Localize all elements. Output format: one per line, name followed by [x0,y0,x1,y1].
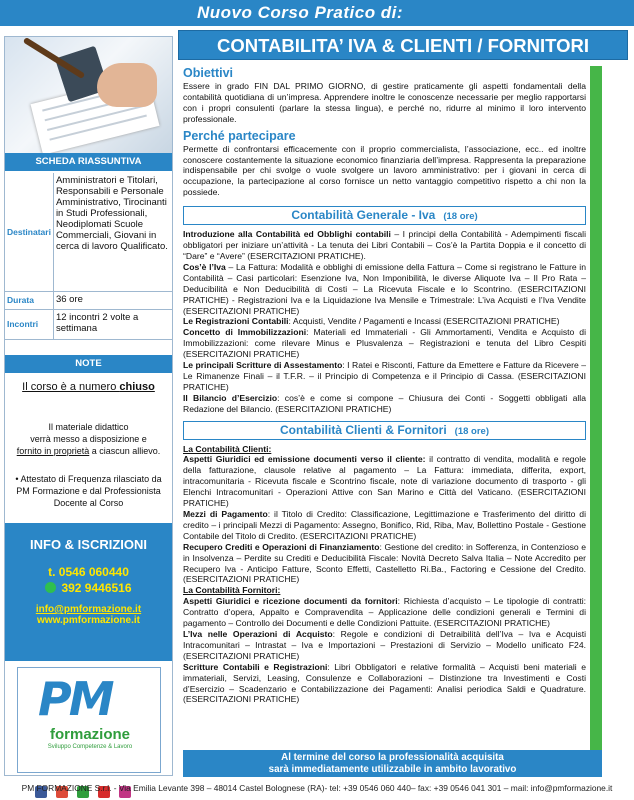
pm-formazione-logo [17,667,161,773]
sub-clienti: La Contabilità Clienti: [183,443,272,454]
row-value: Amministratori e Titolari, Responsabili e Personale Amministrativo, Tirocinanti in Studi Professionali, Neodiplomati Scuole Commerciali, Giovani in cerca di lavoro Qualificato. [53,173,172,291]
summary-table [5,173,172,340]
row-value: 36 ore [53,291,172,309]
list-item: L’Iva nelle Operazioni di Acquisto: Regole e condizioni di Detraibilità dell’Iva – Iva e Acquisti Intracomunitari – Intrastat – Iva e Importazioni – Prestazioni di Servizio – Modello unificato F24. (ESERCITAZIONI PRATICHE) [183,628,587,661]
material-note: Il materiale didattico verrà messo a disposizione e fornito in proprietà a ciascun allievo. [16,422,161,456]
list-item: Recupero Crediti e Operazioni di Finanziamento: Gestione del credito: in Sofferenza, in Contenzioso e in Insolvenza – Perdite su Crediti e Deducibilità Fiscale: Novità Decreto Salva Italia – Note Accredito per Recupero Iva - Anticipo Fatture, Sconto Effetti, Castelletto Ri.Ba., Factoring e Cessione del Credito. (ESERCITAZIONI PRATICHE) [183,541,586,585]
list-item: Aspetti Giuridici ed emissione documenti verso il cliente: il contratto di vendita, modalità e regole della fatturazione, clausole relative al pagamento – La Fattura: immediata, differita, export, intracomunitaria - Ricevuta fiscale e Scontrino fiscale, note di variazione documento di trasporto - gli Elenchi Intracomunitari - Operazioni Attive con San Marino e Città del Vaticano. (ESERCITAZIONI PRATICHE) [183,454,586,509]
top-banner [0,0,634,26]
list-item: Cos’è l’Iva – La Fattura: Modalità e obblighi di emissione della Fattura – Come si registrano le Fatture in Contabilità – Casi particolari: Esenzione Iva, Non Imponibilità, le diverse Aliquote Iva – Il Pro Rata – Deducibilità e Non Deducibilità di Costi – La Ricevuta Fiscale e lo Scontrino. (ESERCITAZIONI PRATICHE) - Registrazioni Iva e la Liquidazione Iva Mensile e Trimestrale: L’iva Acquisti e l’Iva Vendite (ESERCITAZIONI PRATICHE) [183,261,586,316]
row-label: Durata [5,291,53,309]
main-title: CONTABILITA’ IVA & CLIENTI / FORNITORI [178,30,628,60]
web-link[interactable]: www.pmformazione.it [37,615,140,626]
list-item: Introduzione alla Contabilità ed Obblighi contabili – I principi della Contabilità - Adempimenti fiscali obbligatori per iniziare un’attività - La tenuta dei Libri Contabili – Cos’è la Partita Doppia e il concetto di “Dare” e “Avere” (ESERCITAZIONI PRATICHE). [183,229,586,261]
list-item: Le Registrazioni Contabili: Acquisti, Vendite / Pagamenti e Incassi (ESERCITAZIONI PRATICHE) [183,316,560,327]
info-title: INFO & ISCRIZIONI [30,537,147,552]
accounting-photo [5,37,172,153]
table-row [5,309,172,339]
table-row [5,291,172,309]
summary-title: SCHEDA RIASSUNTIVA [5,153,172,171]
banner-title: Nuovo Corso Pratico di: [197,3,404,22]
list-item: Il Bilancio d’Esercizio: cos’è e come si compone – Chiusura dei Conti - Soggetti obbligati alla Redazione del Bilancio. (ESERCITAZIONI PRATICHE) [183,392,586,414]
sub-fornitori: La Contabilità Fornitori: [183,585,281,596]
obiettivi-title: Obiettivi [183,66,234,80]
list-item: Mezzi di Pagamento: il Titolo di Credito: Classificazione, Legittimazione e Trasferimento del diritto di credito – i principali Mezzi di Pagamento: Assegno, Bonifico, Rid, Riba, Mav, Bollettino Postale - Gestione Contabile del Titolo di Credito. (ESERCITAZIONI PRATICHE) [183,509,586,541]
row-label: Destinatari [5,173,53,291]
whatsapp-icon [45,582,56,593]
info-box [5,523,172,661]
row-value: 12 incontri 2 volte a settimana [53,309,172,339]
table-row [5,173,172,291]
list-item: Concetto di Immobilizzazioni: Materiali ed Immateriali - Gli Ammortamenti, Vendita e Acquisto di Immobilizzazioni: come rilevare Minus e Plusvalenza – Registrazioni e tenuta del Libro Cespiti (ESERCITAZIONI PRATICHE) [183,327,586,360]
list-item: Le principali Scritture di Assestamento: I Ratei e Risconti, Fatture da Emettere e Fatture da Ricevere – Le Rimanenze Finali – il T.F.R. – il Principio di Competenza e il Principio di Cassa. (ESERCITAZIONI PRATICHE) [183,360,586,392]
footer: PM FORMAZIONE S.r.l. - Via Emilia Levante 398 – 48014 Castel Bolognese (RA)- tel: +39 0546 060 440– fax: +39 0546 041 301 – mail: info@pmformazione.it [21,783,613,793]
email-link[interactable]: info@pmformazione.it [35,604,142,615]
perche-text: Permette di confrontarsi efficacemente con il proprio commercialista, l’associazione, ecc.. ed inoltre conoscere costantemente la situazione economico finanziaria dell’impresa. Rappresenta la preparazione indispensabile per chi svolge o vuole svolgere un lavoro amministrativo: per i giovani in cerca di occupazione, la partecipazione al corso fornisce un netto vantaggio competitivo rispetto a chi non la possiede. [183,143,586,198]
list-item: Scritture Contabili e Registrazioni: Libri Obbligatori e relative formalità – Acquisti beni materiali e immateriali, Servizi, Leasing, Consulenze e Collaborazioni – Distinzione tra Investimenti e Costi d’Esercizio – Scadenzario e Contabilizzazione dei Pagamenti: Analisi periodica Saldi e Quadrature. (ESERCITAZIONI PRATICHE) [183,661,586,705]
note-closed: Il corso è a numero chiuso [22,381,155,393]
logo-sub: Sviluppo Competenze & Lavoro [47,744,133,750]
logo-pm: PM [38,672,112,726]
perche-title: Perché partecipare [183,128,296,143]
phone[interactable]: t. 0546 060440 [48,565,129,579]
green-side-bar [590,66,602,766]
logo-name: formazione [49,726,130,743]
row-label: Incontri [5,309,53,339]
list-item: Aspetti Giuridici e ricezione documenti da fornitori: Richiesta d’acquisto – Le tipologie di contratti: Contratto d’opera, Appalto e Compravendita – Applicazione delle condizioni generali e Termini di pagamento – Controllo dei Documenti e delle Condizioni Pattuite. (ESERCITAZIONI PRATICHE) [183,596,586,629]
mobile[interactable]: 392 9446516 [5,580,172,596]
attestato-note: • Attestato di Frequenza rilasciato da PM Formazione e dal Professionista Docente al Corso [15,474,162,508]
main-content [183,66,586,705]
obiettivi-text: Essere in grado FIN DAL PRIMO GIORNO, di gestire praticamente gli aspetti fondamentali della contabilità quotidiana di un’impresa. Apprendere inoltre le conoscenze necessarie per meglio rapportarsi con i propri consulenti (parlare la stessa lingua), e perché no, ridurre al minimo il loro intervento professionale. [183,81,586,124]
generale-header: Contabilità Generale - Iva (18 ore) [183,206,586,225]
clienti-header: Contabilità Clienti & Fornitori (18 ore) [183,421,586,440]
bottom-band: Al termine del corso la professionalità acquisita sarà immediatamente utilizzabile in ambito lavorativo [183,750,602,777]
note-title: NOTE [5,355,172,373]
sidebar [4,36,173,776]
